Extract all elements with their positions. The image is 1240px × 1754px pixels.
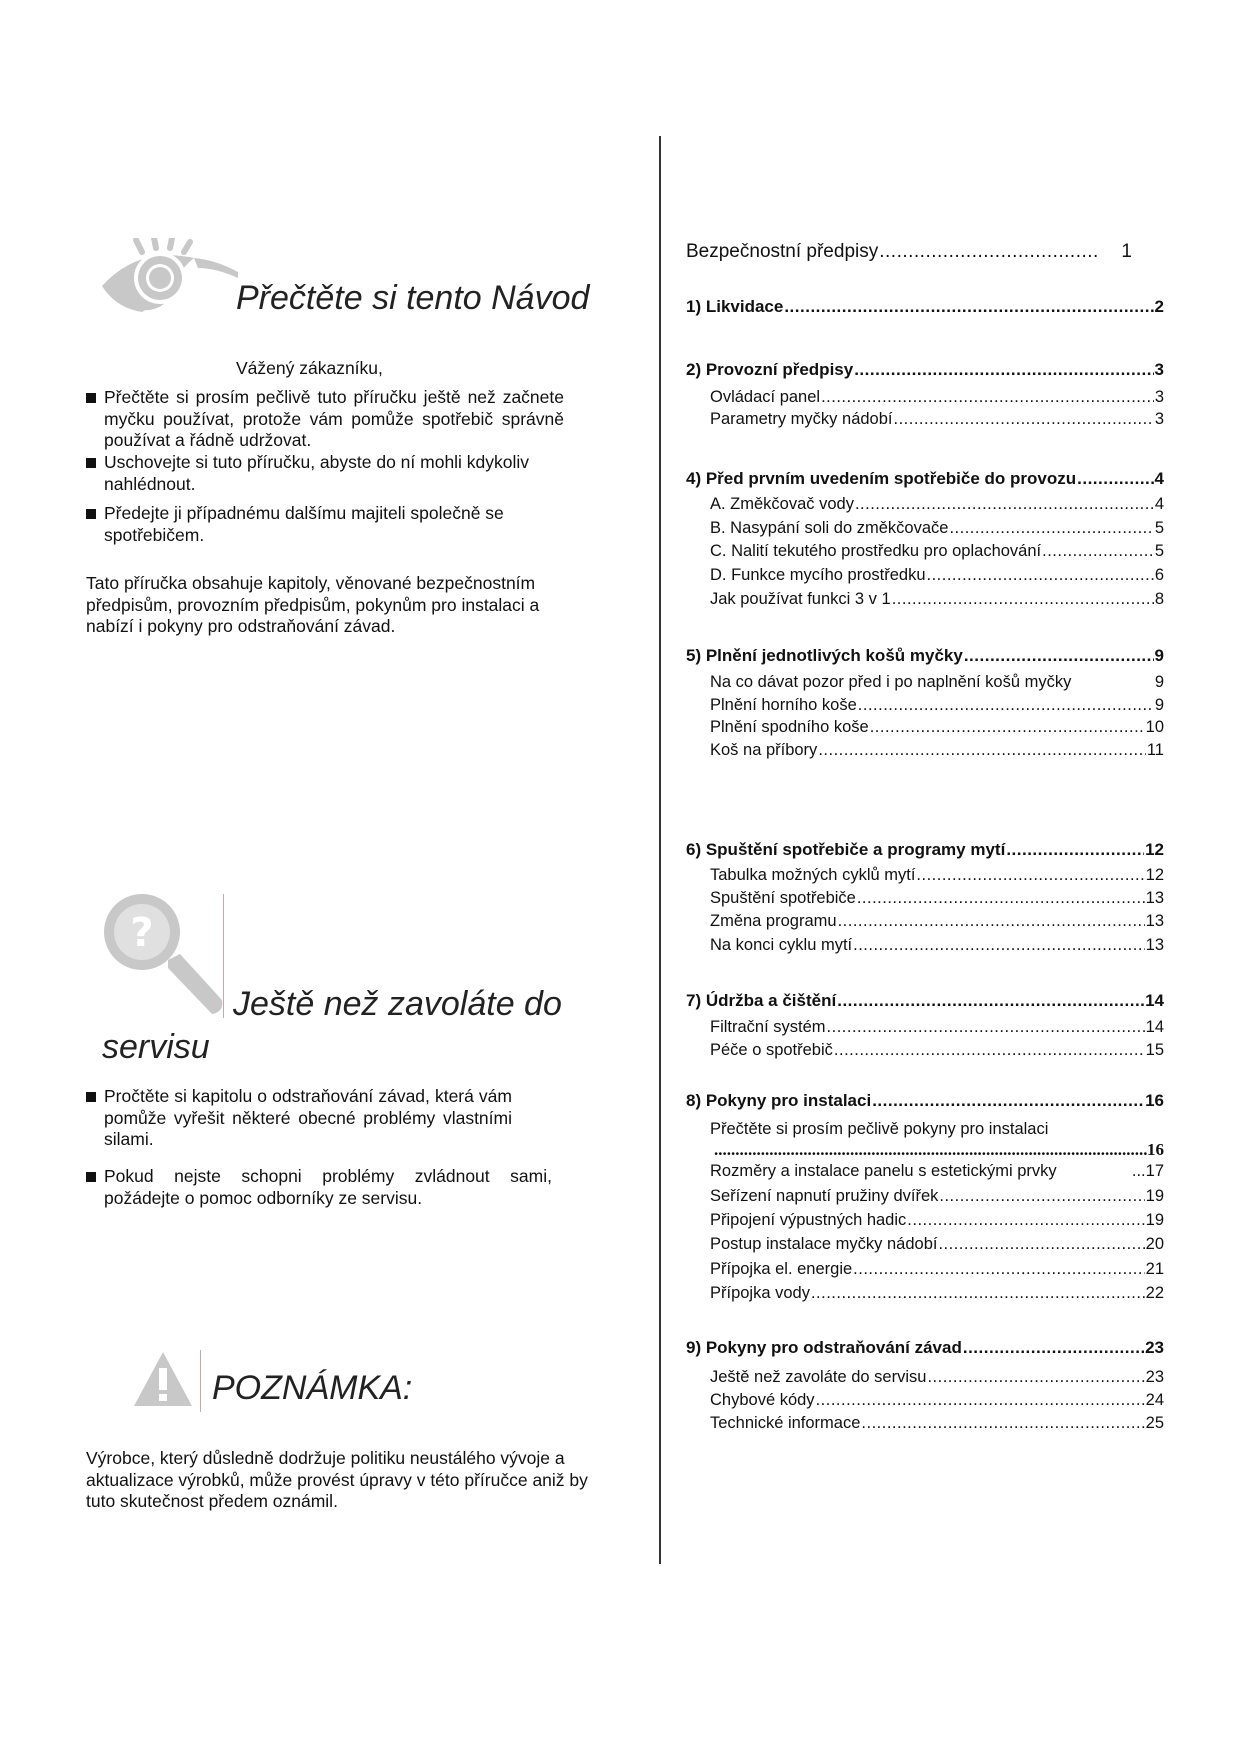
toc-entry[interactable]: 4) Před prvním uvedením spotřebiče do provozu ..... 4 bbox=[686, 469, 1164, 489]
toc-entry[interactable]: Plnění spodního koše ..... 10 bbox=[710, 718, 1164, 737]
toc-entry[interactable]: Změna programu ..... 13 bbox=[710, 912, 1164, 931]
read-manual-heading: Přečtěte si tento Návod bbox=[236, 279, 590, 317]
toc-entry[interactable]: Připojení výpustných hadic ..... 19 bbox=[710, 1211, 1164, 1230]
bullet-item: Pokud nejste schopni problémy zvládnout sami, požádejte o pomoc odborníky ze servisu. bbox=[86, 1166, 552, 1209]
svg-text:?: ? bbox=[130, 910, 154, 956]
toc-entry[interactable]: Bezpečnostní předpisy ..... 1 bbox=[686, 241, 1132, 263]
toc-entry[interactable]: Chybové kódy ..... 24 bbox=[710, 1391, 1164, 1410]
toc-entry[interactable]: Ovládací panel ..... 3 bbox=[710, 388, 1164, 407]
accent-line bbox=[200, 1350, 201, 1412]
column-divider bbox=[659, 136, 661, 1564]
toc-entry[interactable]: 1) Likvidace ..... 2 bbox=[686, 297, 1164, 317]
toc-dotline[interactable]: ..... 16 bbox=[714, 1140, 1164, 1160]
eye-icon bbox=[98, 238, 243, 318]
toc-entry[interactable]: Tabulka možných cyklů mytí ..... 12 bbox=[710, 866, 1164, 885]
toc-entry[interactable]: Filtrační systém ..... 14 bbox=[710, 1018, 1164, 1037]
warning-icon bbox=[132, 1350, 194, 1410]
magnifier-question-icon bbox=[100, 890, 232, 1020]
bullet-item: Uschovejte si tuto příručku, abyste do ní mohli kdykoliv nahlédnout. bbox=[86, 452, 564, 495]
toc-entry[interactable]: Parametry myčky nádobí ..... 3 bbox=[710, 410, 1164, 429]
toc-entry[interactable]: B. Nasypání soli do změkčovače ..... 5 bbox=[710, 519, 1164, 538]
service-heading-line2: servisu bbox=[102, 1028, 210, 1066]
intro-paragraph: Tato příručka obsahuje kapitoly, věnované bezpečnostním předpisům, provozním předpisům, pokynům pro instalaci a nabízí i pokyny pro odstraňování závad. bbox=[86, 573, 540, 636]
toc-entry[interactable]: Jak používat funkci 3 v 1 ..... 8 bbox=[710, 590, 1164, 609]
toc-entry[interactable]: Ještě než zavoláte do servisu ..... 23 bbox=[710, 1368, 1164, 1387]
toc-entry[interactable]: C. Nalití tekutého prostředku pro oplachování ..... 5 bbox=[710, 542, 1164, 561]
toc-entry[interactable]: 2) Provozní předpisy ..... 3 bbox=[686, 360, 1164, 380]
bullet-item: Předejte ji případnému dalšímu majiteli společně se spotřebičem. bbox=[86, 503, 564, 546]
toc-entry[interactable]: A. Změkčovač vody ..... 4 bbox=[710, 495, 1164, 514]
toc-entry[interactable]: Přípojka el. energie ..... 21 bbox=[710, 1260, 1164, 1279]
toc-entry[interactable]: 5) Plnění jednotlivých košů myčky ..... 9 bbox=[686, 646, 1164, 666]
toc-entry[interactable]: 9) Pokyny pro odstraňování závad ..... 23 bbox=[686, 1338, 1164, 1358]
note-paragraph: Výrobce, který důsledně dodržuje politiku neustálého vývoje a aktualizace výrobků, může provést úpravy v této příručce aniž by tuto skutečnost předem oznámil. bbox=[86, 1448, 588, 1511]
toc-entry[interactable]: Rozměry a instalace panelu s estetickými prvky ... 17 bbox=[710, 1162, 1164, 1180]
toc-entry[interactable]: 8) Pokyny pro instalaci ..... 16 bbox=[686, 1091, 1164, 1111]
toc-entry[interactable]: Na konci cyklu mytí ..... 13 bbox=[710, 936, 1164, 955]
toc-entry[interactable]: Péče o spotřebič ..... 15 bbox=[710, 1041, 1164, 1060]
bullet-item: Pročtěte si kapitolu o odstraňování závad, která vám pomůže vyřešit některé obecné problémy vlastními silami. bbox=[86, 1086, 512, 1151]
toc-entry[interactable]: 7) Údržba a čištění ..... 14 bbox=[686, 991, 1164, 1011]
toc-entry[interactable]: Seřízení napnutí pružiny dvířek ..... 19 bbox=[710, 1187, 1164, 1206]
note-heading: POZNÁMKA: bbox=[212, 1369, 413, 1407]
toc-entry[interactable]: Koš na příbory ..... 11 bbox=[710, 741, 1164, 760]
toc-entry[interactable]: 6) Spuštění spotřebiče a programy mytí ..... 12 bbox=[686, 840, 1164, 860]
bullet-item: Přečtěte si prosím pečlivě tuto příručku ještě než začnete myčku používat, protože vám pomůže spotřebič správně používat a řádně udržovat. bbox=[86, 387, 564, 452]
accent-line bbox=[223, 894, 224, 1018]
service-heading-line1: Ještě než zavoláte do bbox=[233, 985, 562, 1023]
toc-entry[interactable]: Přípojka vody ..... 22 bbox=[710, 1284, 1164, 1303]
greeting: Vážený zákazníku, bbox=[236, 358, 383, 378]
toc-entry[interactable]: D. Funkce mycího prostředku ..... 6 bbox=[710, 566, 1164, 585]
toc-entry[interactable]: Technické informace ..... 25 bbox=[710, 1414, 1164, 1433]
toc-entry[interactable]: Spuštění spotřebiče ..... 13 bbox=[710, 889, 1164, 908]
toc-entry[interactable]: Přečtěte si prosím pečlivě pokyny pro instalaci bbox=[710, 1120, 1049, 1138]
toc-entry[interactable]: Postup instalace myčky nádobí ..... 20 bbox=[710, 1235, 1164, 1254]
toc-entry[interactable]: Na co dávat pozor před i po naplnění košů myčky 9 bbox=[710, 673, 1164, 691]
toc-entry[interactable]: Plnění horního koše ..... 9 bbox=[710, 696, 1164, 715]
